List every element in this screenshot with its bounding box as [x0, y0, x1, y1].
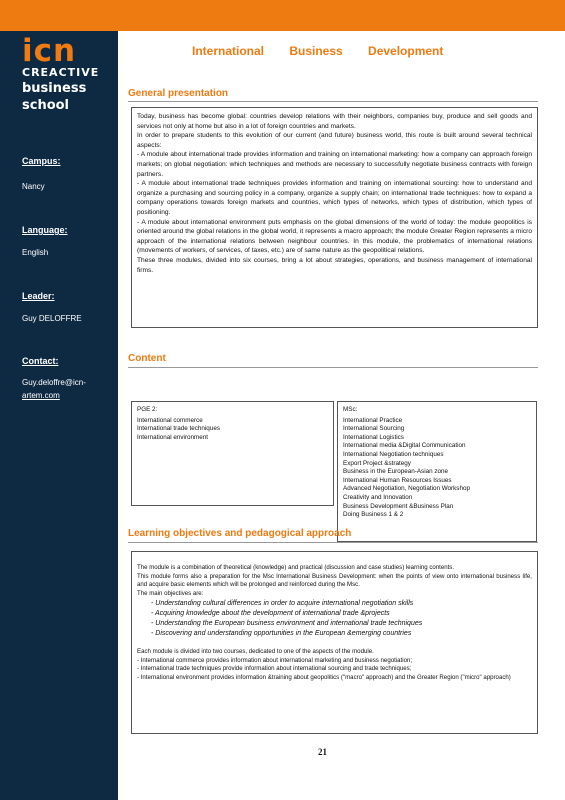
page-title: International Business Development [192, 44, 444, 58]
top-banner [0, 0, 565, 31]
general-paragraph: - A module about international trade provides information and training on international marketing: how a company can approach foreign markets; on global negotiation: which techniques and methods are necessary to successfully negotiate business contracts with foreign partners. [137, 151, 532, 178]
list-item: International Sourcing [343, 425, 405, 433]
contact-email-line1: Guy.deloffre@icn- [22, 378, 86, 387]
course-item: - International environment provides information &training about geopolitics ("macro" approach) and the Greater Region ("micro" approach) [137, 673, 511, 681]
general-paragraph: - A module about international trade techniques provides information and training on international sourcing: how to understand and organize a purchasing and sourcing policy in a company, organize a supply chain; on international trade techniques: how to expand a company operations towards foreign markets and countries, which types of networks, which types of distribution, which types of positioning. [137, 180, 532, 216]
section-content-heading: Content [128, 353, 166, 364]
list-item: Doing Business 1 & 2 [343, 511, 404, 519]
general-paragraph: In order to prepare students to this evolution of our current (and future) business world, this route is built around several technical aspects: [137, 132, 532, 149]
school-logo [22, 33, 112, 114]
campus-value: Nancy [22, 182, 45, 191]
general-presentation-box [131, 107, 538, 328]
general-paragraph: - A module about international environment puts emphasis on the global dimensions of the world of today: the module geopolitics is oriented around the global relations in the global world, it represents a macro approach; the module Greater Region represents a micro approach of the international relations between neighbour countries. In this module, the problematics of international relations (movements of workers, of services, of taxes, etc.) are of same nature as the geopolitical relations. [137, 218, 532, 255]
list-item: International commerce [137, 416, 203, 424]
objective-item: - Understanding cultural differences in order to acquire international negotiation skills [151, 599, 414, 607]
learning-paragraph: Each module is divided into two courses, dedicated to one of the aspects of the module. [137, 647, 374, 655]
list-item: Advanced Negotiation, Negotiation Workshop [343, 485, 470, 493]
course-item: - International trade techniques provide information about international sourcing and trade techniques; [137, 665, 412, 673]
list-item: International Practice [343, 416, 403, 424]
learning-paragraph: The module is a combination of theoretical (knowledge) and practical (discussion and case studies) learning contents. [137, 564, 455, 571]
list-item: International environment [137, 433, 209, 441]
content-msc-box [337, 401, 537, 542]
content-msc-heading: MSc: [343, 406, 358, 413]
leader-label: Leader: [22, 291, 55, 301]
objectives-list [137, 599, 532, 639]
contact-label: Contact: [22, 356, 59, 366]
logo-creactive: CREACTIVE [22, 66, 100, 79]
page-number: 21 [318, 747, 327, 757]
campus-label: Campus: [22, 156, 61, 166]
list-item: Creativity and Innovation [343, 493, 413, 501]
section-learning-heading: Learning objectives and pedagogical approach [128, 528, 352, 539]
list-item: International Human Resources Issues [343, 476, 452, 484]
divider [128, 101, 538, 102]
learning-paragraph: The main objectives are: [137, 590, 204, 598]
general-paragraph: Today, business has become global: countries develop relations with their neighbors, companies buy, produce and sell goods and services not only at home but also in a lot of foreign countries and markets. [137, 113, 532, 130]
divider [128, 542, 538, 543]
objective-item: - Acquiring knowledge about the development of international trade &projects [151, 609, 390, 617]
logo-icn: icn [22, 33, 77, 69]
list-item: Export Project &strategy [343, 459, 411, 467]
leader-value: Guy DELOFFRE [22, 314, 82, 323]
logo-school: school [22, 98, 70, 113]
learning-objectives-box [131, 551, 538, 734]
list-item: International Logistics [343, 433, 404, 441]
logo-business: business [22, 81, 87, 96]
list-item: International trade techniques [137, 425, 220, 433]
content-pge-heading: PGE 2: [137, 406, 158, 413]
general-paragraph: These three modules, divided into six courses, bring a lot about strategies, operations, and business management of international firms. [137, 256, 532, 274]
objective-item: - Discovering and understanding opportunities in the European &emerging countries [151, 629, 412, 637]
sidebar [0, 31, 118, 800]
list-item: International Negotiation techniques [343, 450, 444, 458]
divider [128, 367, 538, 368]
learning-paragraph: This module forms also a preparation for the Msc International Business Development: when the points of view onto international business life, and acquire basic elements which will be prolonged and reinforced during the Msc. [137, 572, 532, 589]
language-value: English [22, 248, 49, 257]
list-item: Business Development &Business Plan [343, 502, 454, 510]
list-item: International media &Digital Communication [343, 442, 466, 450]
content-pge-box [131, 401, 334, 506]
list-item: Business in the European-Asian zone [343, 468, 449, 476]
objective-item: - Understanding the European business environment and international trade techniques [151, 619, 423, 627]
section-general-heading: General presentation [128, 88, 229, 99]
course-item: - International commerce provides information about international marketing and business negotiation; [137, 656, 413, 664]
language-label: Language: [22, 225, 68, 235]
contact-email-line2[interactable]: artem.com [22, 391, 60, 400]
